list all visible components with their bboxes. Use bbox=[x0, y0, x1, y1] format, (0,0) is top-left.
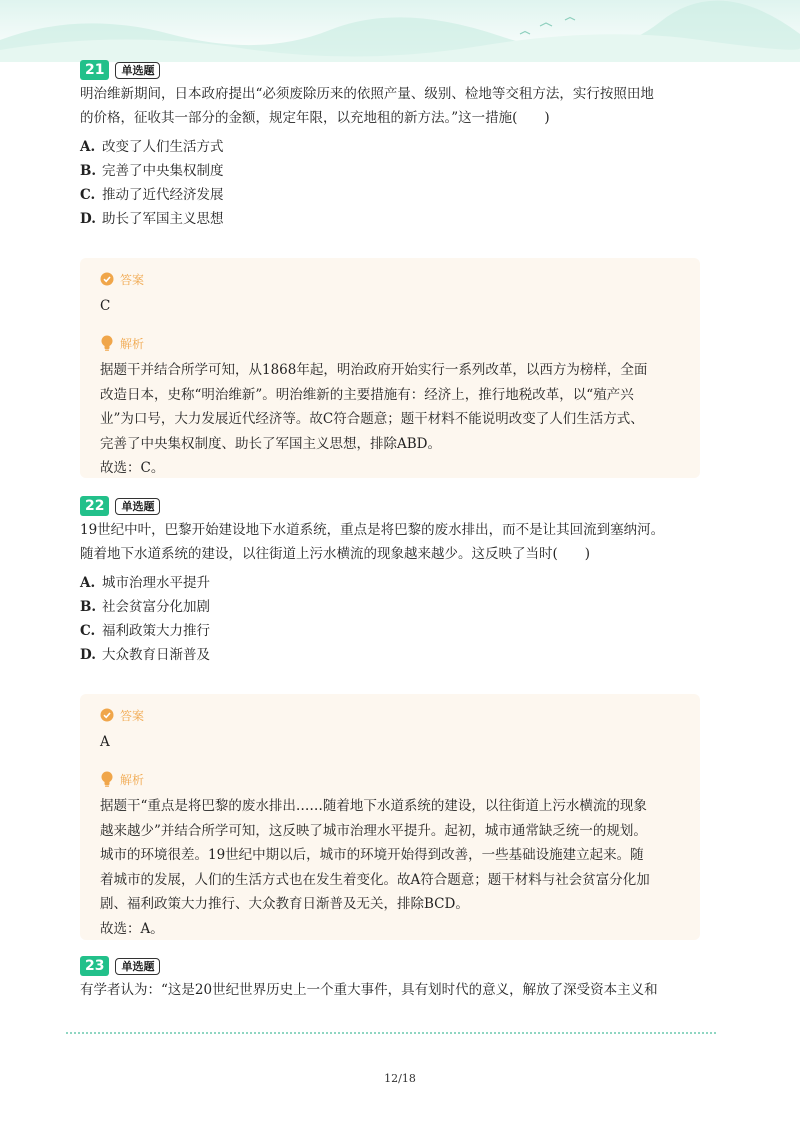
analysis-line: 故选：A。 bbox=[100, 920, 164, 937]
answer-header bbox=[100, 268, 680, 290]
analysis-text bbox=[100, 358, 680, 481]
option-b: B. 完善了中央集权制度 bbox=[80, 163, 224, 179]
option-a: A. 改变了人们生活方式 bbox=[80, 139, 224, 155]
analysis-text bbox=[100, 794, 680, 941]
question-21 bbox=[80, 60, 710, 231]
analysis-header bbox=[100, 332, 680, 354]
analysis-label: 解析 bbox=[120, 772, 145, 787]
answer-label: 答案 bbox=[120, 272, 145, 287]
stem-line: 有学者认为：“这是20世纪世界历史上一个重大事件，具有划时代的意义，解放了深受资本主义和 bbox=[80, 982, 658, 998]
check-circle-icon bbox=[100, 708, 114, 722]
option-d: D. 大众教育日渐普及 bbox=[80, 647, 210, 663]
answer-analysis-box bbox=[80, 694, 700, 940]
question-number: 22 bbox=[80, 496, 109, 516]
question-header bbox=[80, 60, 710, 80]
option-c: C. 福利政策大力推行 bbox=[80, 623, 210, 639]
analysis-label: 解析 bbox=[120, 336, 145, 351]
stem-line: 19世纪中叶，巴黎开始建设地下水道系统，重点是将巴黎的废水排出，而不是让其回流到塞纳河。 bbox=[80, 522, 665, 538]
question-number: 21 bbox=[80, 60, 109, 80]
analysis-line: 据题干并结合所学可知，从1868年起，明治政府开始实行一系列改革，以西方为榜样，全面 bbox=[100, 362, 648, 378]
header-landscape-art bbox=[0, 0, 800, 62]
analysis-line: 剧、福利政策大力推行、大众教育日渐普及无关，排除BCD。 bbox=[100, 896, 469, 912]
question-type-badge: 单选题 bbox=[115, 498, 160, 515]
analysis-line: 改造日本，史称“明治维新”。明治维新的主要措施有：经济上，推行地税改革，以“殖产兴 bbox=[100, 386, 634, 403]
question-number: 23 bbox=[80, 956, 109, 976]
analysis-line: 故选：C。 bbox=[100, 460, 165, 476]
options-list bbox=[80, 571, 710, 667]
question-stem bbox=[80, 82, 710, 130]
analysis-line: 城市的环境很差。19世纪中期以后，城市的环境开始得到改善，一些基础设施建立起来。随 bbox=[100, 847, 644, 863]
analysis-line: 着城市的发展，人们的生活方式也在发生着变化。故A符合题意；题干材料与社会贫富分化加 bbox=[100, 871, 650, 888]
option-c: C. 推动了近代经济发展 bbox=[80, 187, 224, 203]
answer-value: A bbox=[100, 734, 110, 750]
analysis-line: 业”为口号，大力发展近代经济等。故C符合题意；题干材料不能说明改变了人们生活方式、 bbox=[100, 411, 644, 427]
stem-line: 随着地下水道系统的建设，以往街道上污水横流的现象越来越少。这反映了当时( ) bbox=[80, 546, 591, 562]
analysis-line: 越来越少”并结合所学可知，这反映了城市治理水平提升。起初，城市通常缺乏统一的规划。 bbox=[100, 822, 647, 839]
options-list bbox=[80, 135, 710, 231]
question-header bbox=[80, 496, 710, 516]
stem-line: 明治维新期间，日本政府提出“必须废除历来的依照产量、级别、检地等交租方法，实行按照田地 bbox=[80, 86, 654, 102]
answer-value: C bbox=[100, 298, 111, 314]
answer-header bbox=[100, 704, 680, 726]
option-b: B. 社会贫富分化加剧 bbox=[80, 599, 210, 615]
analysis-line: 完善了中央集权制度、助长了军国主义思想，排除ABD。 bbox=[100, 435, 441, 452]
lightbulb-icon bbox=[100, 335, 114, 351]
question-22 bbox=[80, 496, 710, 667]
question-23 bbox=[80, 956, 710, 1002]
question-type-badge: 单选题 bbox=[115, 62, 160, 79]
page-number: 12/18 bbox=[384, 1072, 416, 1085]
answer-analysis-box bbox=[80, 258, 700, 478]
footer-dotted-divider bbox=[66, 1032, 716, 1034]
question-header bbox=[80, 956, 710, 976]
question-stem bbox=[80, 978, 710, 1002]
analysis-header bbox=[100, 768, 680, 790]
answer-label: 答案 bbox=[120, 708, 145, 723]
question-stem bbox=[80, 518, 710, 566]
analysis-line: 据题干“重点是将巴黎的废水排出……随着地下水道系统的建设，以往街道上污水横流的现象 bbox=[100, 798, 647, 814]
stem-line: 的价格，征收其一部分的金额，规定年限，以充地租的新方法。”这一措施( ) bbox=[80, 110, 550, 126]
option-d: D. 助长了军国主义思想 bbox=[80, 211, 224, 227]
option-a: A. 城市治理水平提升 bbox=[80, 575, 210, 591]
check-circle-icon bbox=[100, 272, 114, 286]
question-type-badge: 单选题 bbox=[115, 958, 160, 975]
lightbulb-icon bbox=[100, 771, 114, 787]
